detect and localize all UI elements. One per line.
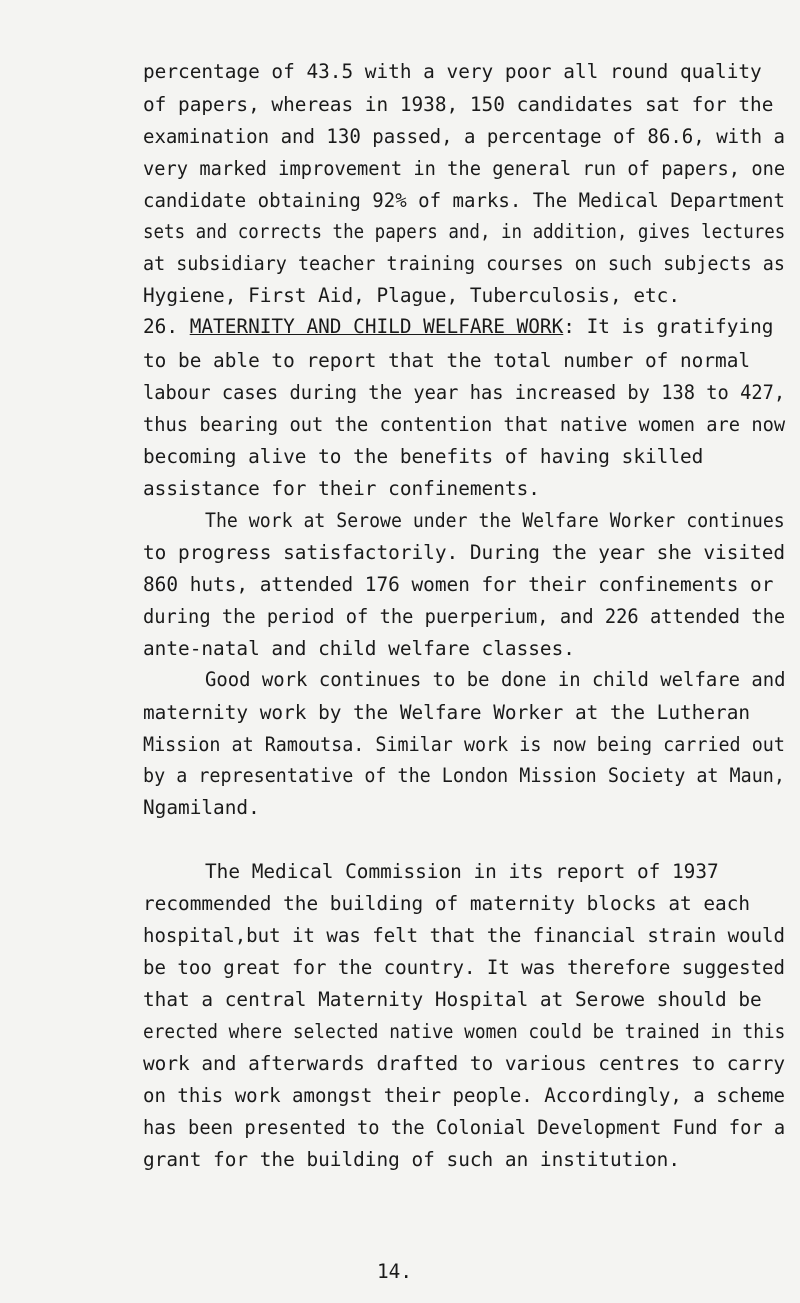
text-line: thus bearing out the contention that native women are now (143, 413, 786, 436)
paragraph-start: The work at Serowe under the Welfare Worker continues (205, 509, 785, 532)
text-line: Mission at Ramoutsa. Similar work is now being carried out (143, 733, 785, 756)
text-line: labour cases during the year has increased by 138 to 427, (143, 381, 786, 404)
page-number: 14. (377, 1260, 413, 1283)
text-line: percentage of 43.5 with a very poor all round quality (143, 60, 762, 83)
text-line: that a central Maternity Hospital at Serowe should be (143, 988, 762, 1011)
text-line: to be able to report that the total number of normal (143, 349, 751, 372)
text-line: very marked improvement in the general run of papers, one (143, 157, 786, 180)
text-line: on this work amongst their people. Accordingly, a scheme (143, 1084, 785, 1107)
text-line: becoming alive to the benefits of having skilled (143, 445, 704, 468)
text-line: be too great for the country. It was therefore suggested (143, 956, 785, 979)
section-lead-text: : It is gratifying (563, 315, 774, 338)
paragraph-start: The Medical Commission in its report of 1937 (205, 860, 719, 883)
text-line: grant for the building of such an institution. (143, 1148, 681, 1171)
section-number: 26. (143, 315, 190, 338)
section-heading-line (143, 317, 773, 336)
text-line: Ngamiland. (143, 796, 260, 819)
text-line: ante-natal and child welfare classes. (143, 637, 575, 660)
text-line: Hygiene, First Aid, Plague, Tuberculosis, etc. (143, 284, 681, 307)
text-line: to progress satisfactorily. During the year she visited (143, 541, 786, 564)
text-line: at subsidiary teacher training courses on such subjects as (143, 252, 785, 275)
text-line: assistance for their confinements. (143, 477, 540, 500)
text-line: by a representative of the London Mission Society at Maun, (143, 764, 785, 787)
text-line: recommended the building of maternity blocks at each (143, 892, 751, 915)
text-line: candidate obtaining 92% of marks. The Medical Department (143, 189, 785, 212)
text-line: has been presented to the Colonial Development Fund for a (143, 1116, 786, 1139)
text-line: hospital,but it was felt that the financial strain would (143, 924, 785, 947)
text-line: erected where selected native women could be trained in this (143, 1020, 786, 1043)
text-line: maternity work by the Welfare Worker at the Lutheran (143, 701, 751, 724)
text-line: work and afterwards drafted to various centres to carry (143, 1052, 786, 1075)
text-line: examination and 130 passed, a percentage of 86.6, with a (143, 125, 785, 148)
section-heading: MATERNITY AND CHILD WELFARE WORK (189, 315, 564, 338)
text-line: 860 huts, attended 176 women for their confinements or (143, 573, 774, 596)
text-line: sets and corrects the papers and, in addition, gives lectures (143, 220, 786, 243)
text-line: during the period of the puerperium, and 226 attended the (143, 605, 786, 628)
text-line: of papers, whereas in 1938, 150 candidates sat for the (143, 93, 774, 116)
paragraph-start: Good work continues to be done in child welfare and (205, 668, 786, 691)
